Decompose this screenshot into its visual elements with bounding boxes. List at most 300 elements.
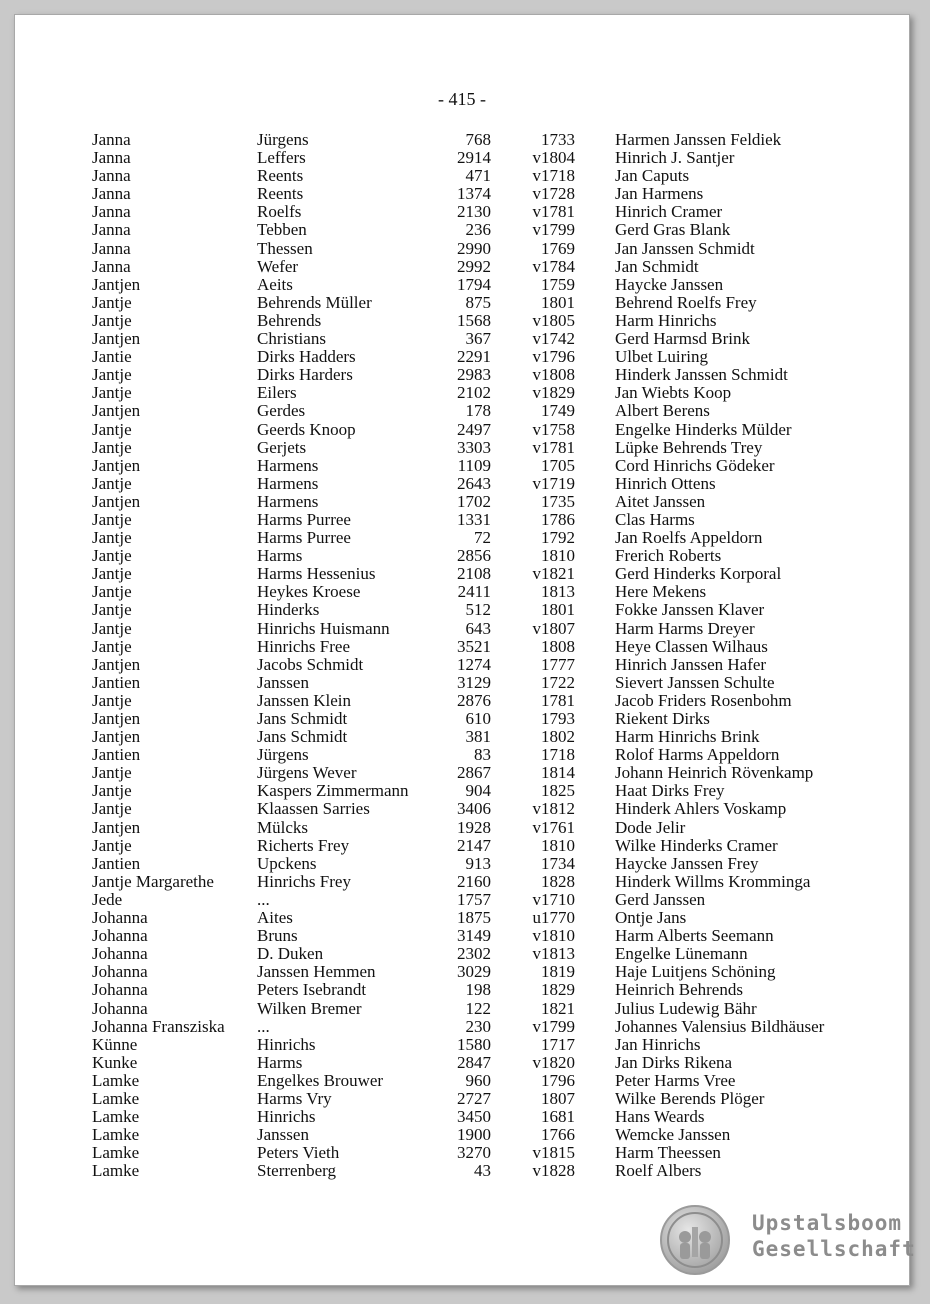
year: v1761 <box>532 817 575 837</box>
entry-number: 3450 <box>457 1107 491 1127</box>
table-row <box>15 330 909 348</box>
first-name: Jantien <box>92 745 141 765</box>
surname: Hinrichs Free <box>257 636 351 656</box>
entry-number: 610 <box>465 709 491 728</box>
first-name: Johanna <box>92 944 148 964</box>
entries-table <box>15 131 909 1180</box>
year: 1734 <box>541 853 575 873</box>
surname: Behrends Müller <box>257 292 372 312</box>
year: 1777 <box>541 654 575 674</box>
table-row <box>15 1036 909 1054</box>
year: v1758 <box>532 419 575 439</box>
surname: Mülcks <box>257 817 308 837</box>
first-name: Johanna <box>92 980 148 1000</box>
spouse-name: Harm Hinrichs <box>615 310 717 330</box>
table-row <box>15 312 909 330</box>
surname: Wefer <box>257 256 299 276</box>
spouse-name: Here Mekens <box>615 582 707 602</box>
surname: ... <box>257 889 270 909</box>
first-name: Jantje <box>92 636 132 656</box>
surname: Jans Schmidt <box>257 727 348 747</box>
seal-icon <box>660 1205 730 1275</box>
table-row <box>15 819 909 837</box>
year: v1804 <box>532 148 575 168</box>
year: v1828 <box>532 1161 575 1181</box>
first-name: Jede <box>92 889 123 909</box>
table-row <box>15 1000 909 1018</box>
year: 1828 <box>541 871 575 891</box>
first-name: Janna <box>92 166 131 186</box>
year: 1801 <box>541 600 575 620</box>
table-row <box>15 746 909 764</box>
entry-number: 1568 <box>457 310 491 330</box>
year: 1769 <box>541 238 575 258</box>
year: v1742 <box>532 329 575 349</box>
first-name: Jantjen <box>92 401 141 421</box>
surname: Thessen <box>257 238 313 258</box>
surname: Dirks Harders <box>257 365 353 385</box>
entry-number: 2411 <box>457 582 491 602</box>
entry-number: 1900 <box>457 1125 491 1145</box>
first-name: Jantje <box>92 799 132 819</box>
entry-number: 2867 <box>457 763 491 783</box>
first-name: Jantien <box>92 672 141 692</box>
spouse-name: Gerd Harmsd Brink <box>615 329 751 349</box>
entry-number: 2130 <box>457 202 491 222</box>
first-name: Jantjen <box>92 817 141 837</box>
year: 1796 <box>541 1070 575 1090</box>
surname: Jans Schmidt <box>257 709 348 728</box>
entry-number: 2302 <box>457 944 491 964</box>
year: v1799 <box>532 220 575 240</box>
first-name: Jantje <box>92 292 132 312</box>
entry-number: 2643 <box>457 473 491 493</box>
entry-number: 2914 <box>457 148 491 168</box>
spouse-name: Jan Roelfs Appeldorn <box>615 528 763 548</box>
spouse-name: Clas Harms <box>615 509 695 529</box>
surname: Jürgens <box>257 130 309 149</box>
entry-number: 83 <box>474 745 491 765</box>
spouse-name: Hinrich Janssen Hafer <box>615 654 767 674</box>
entry-number: 3129 <box>457 672 491 692</box>
entry-number: 2847 <box>457 1052 491 1072</box>
table-row <box>15 963 909 981</box>
table-row <box>15 855 909 873</box>
surname: Harms <box>257 1052 303 1072</box>
table-row <box>15 240 909 258</box>
surname: Roelfs <box>257 202 302 222</box>
first-name: Lamke <box>92 1143 140 1163</box>
page-number: - 415 - <box>438 89 486 109</box>
entry-number: 2992 <box>457 256 491 276</box>
table-row <box>15 764 909 782</box>
surname: Jacobs Schmidt <box>257 654 364 674</box>
entry-number: 1374 <box>457 184 491 204</box>
surname: Harms Purree <box>257 509 351 529</box>
table-row <box>15 1018 909 1036</box>
entry-number: 2856 <box>457 546 491 566</box>
table-row <box>15 1162 909 1180</box>
year: v1805 <box>532 310 575 330</box>
entry-number: 381 <box>465 727 491 747</box>
table-row <box>15 1072 909 1090</box>
table-row <box>15 1144 909 1162</box>
year: v1719 <box>532 473 575 493</box>
table-row <box>15 873 909 891</box>
first-name: Johanna Fransziska <box>92 1016 225 1036</box>
first-name: Janna <box>92 220 131 240</box>
table-row <box>15 348 909 366</box>
year: u1770 <box>532 908 575 928</box>
year: 1807 <box>541 1088 575 1108</box>
entry-number: 2291 <box>457 347 491 367</box>
year: v1810 <box>532 926 575 946</box>
entry-number: 2727 <box>457 1088 491 1108</box>
entry-number: 2102 <box>457 383 491 403</box>
year: v1796 <box>532 347 575 367</box>
entry-number: 960 <box>465 1070 491 1090</box>
surname: Janssen Hemmen <box>257 962 376 982</box>
table-row <box>15 276 909 294</box>
document-page <box>14 14 916 1286</box>
year: 1722 <box>541 672 575 692</box>
spouse-name: Roelf Albers <box>615 1161 702 1181</box>
year: v1710 <box>532 889 575 909</box>
table-row <box>15 185 909 203</box>
surname: D. Duken <box>257 944 324 964</box>
table-row <box>15 493 909 511</box>
spouse-name: Haat Dirks Frey <box>615 781 725 801</box>
year: v1781 <box>532 202 575 222</box>
table-row <box>15 692 909 710</box>
surname: Sterrenberg <box>257 1161 336 1181</box>
table-row <box>15 1054 909 1072</box>
table-row <box>15 1090 909 1108</box>
first-name: Lamke <box>92 1070 140 1090</box>
year: v1799 <box>532 1016 575 1036</box>
first-name: Jantie <box>92 347 132 367</box>
first-name: Jantje <box>92 437 132 457</box>
year: 1802 <box>541 727 575 747</box>
surname: Peters Vieth <box>257 1143 340 1163</box>
spouse-name: Jan Wiebts Koop <box>615 383 732 403</box>
entry-number: 2983 <box>457 365 491 385</box>
surname: Behrends <box>257 310 322 330</box>
entry-number: 512 <box>465 600 491 620</box>
entry-number: 2160 <box>457 871 491 891</box>
first-name: Jantjen <box>92 709 141 728</box>
first-name: Jantje <box>92 582 132 602</box>
table-row <box>15 565 909 583</box>
spouse-name: Hinderk Willms Kromminga <box>615 871 811 891</box>
table-row <box>15 583 909 601</box>
table-row <box>15 909 909 927</box>
surname: Klaassen Sarries <box>257 799 370 819</box>
first-name: Lamke <box>92 1125 140 1145</box>
entry-number: 1757 <box>457 889 491 909</box>
entry-number: 913 <box>465 853 491 873</box>
year: 1821 <box>541 998 575 1018</box>
entry-number: 3521 <box>457 636 491 656</box>
spouse-name: Wilke Hinderks Cramer <box>615 835 778 855</box>
logo-text-line2: Gesellschaft <box>752 1237 916 1261</box>
spouse-name: Behrend Roelfs Frey <box>615 292 757 312</box>
entry-number: 367 <box>465 329 491 349</box>
first-name: Jantjen <box>92 329 141 349</box>
entry-number: 2497 <box>457 419 491 439</box>
spouse-name: Riekent Dirks <box>615 709 710 728</box>
spouse-name: Dode Jelir <box>615 817 686 837</box>
table-row <box>15 457 909 475</box>
surname: Bruns <box>257 926 298 946</box>
first-name: Jantjen <box>92 491 141 511</box>
surname: Dirks Hadders <box>257 347 356 367</box>
table-row <box>15 656 909 674</box>
entry-number: 1109 <box>457 455 491 475</box>
table-row <box>15 945 909 963</box>
table-row <box>15 674 909 692</box>
table-row <box>15 421 909 439</box>
table-row <box>15 402 909 420</box>
year: v1807 <box>532 618 575 638</box>
year: v1812 <box>532 799 575 819</box>
first-name: Lamke <box>92 1107 140 1127</box>
first-name: Jantje <box>92 383 132 403</box>
first-name: Janna <box>92 130 131 149</box>
entry-number: 230 <box>465 1016 491 1036</box>
surname: Christians <box>257 329 326 349</box>
surname: Peters Isebrandt <box>257 980 367 1000</box>
spouse-name: Heye Classen Wilhaus <box>615 636 768 656</box>
spouse-name: Johannes Valensius Bildhäuser <box>615 1016 825 1036</box>
year: v1718 <box>532 166 575 186</box>
first-name: Jantje <box>92 781 132 801</box>
entry-number: 1875 <box>457 908 491 928</box>
year: 1759 <box>541 274 575 294</box>
entry-number: 471 <box>465 166 491 186</box>
entry-number: 2108 <box>457 564 491 584</box>
surname: Upckens <box>257 853 317 873</box>
surname: Janssen <box>257 672 309 692</box>
year: 1819 <box>541 962 575 982</box>
entry-number: 643 <box>465 618 491 638</box>
entry-number: 768 <box>465 130 491 149</box>
first-name: Jantje <box>92 509 132 529</box>
first-name: Johanna <box>92 962 148 982</box>
year: 1801 <box>541 292 575 312</box>
year: 1781 <box>541 690 575 710</box>
spouse-name: Jan Schmidt <box>615 256 699 276</box>
entry-number: 3303 <box>457 437 491 457</box>
table-row <box>15 221 909 239</box>
entry-number: 1331 <box>457 509 491 529</box>
year: 1749 <box>541 401 575 421</box>
surname: Jürgens Wever <box>257 763 357 783</box>
year: 1792 <box>541 528 575 548</box>
first-name: Jantje <box>92 618 132 638</box>
first-name: Jantje <box>92 365 132 385</box>
surname: Harms Hessenius <box>257 564 376 584</box>
spouse-name: Harmen Janssen Feldiek <box>615 130 782 149</box>
first-name: Künne <box>92 1034 138 1054</box>
spouse-name: Ontje Jans <box>615 908 687 928</box>
spouse-name: Julius Ludewig Bähr <box>615 998 757 1018</box>
entry-number: 3406 <box>457 799 491 819</box>
spouse-name: Jan Dirks Rikena <box>615 1052 733 1072</box>
table-row <box>15 800 909 818</box>
table-row <box>15 837 909 855</box>
spouse-name: Jan Hinrichs <box>615 1034 701 1054</box>
surname: Harms Vry <box>257 1088 332 1108</box>
entry-number: 178 <box>465 401 491 421</box>
surname: Richerts Frey <box>257 835 350 855</box>
surname: Geerds Knoop <box>257 419 356 439</box>
first-name: Johanna <box>92 998 148 1018</box>
year: 1810 <box>541 835 575 855</box>
spouse-name: Aitet Janssen <box>615 491 706 511</box>
spouse-name: Hinrich Ottens <box>615 473 716 493</box>
entry-number: 1702 <box>457 491 491 511</box>
table-row <box>15 710 909 728</box>
spouse-name: Engelke Hinderks Mülder <box>615 419 792 439</box>
surname: Harmens <box>257 473 319 493</box>
year: 1733 <box>541 130 575 149</box>
year: v1813 <box>532 944 575 964</box>
surname: Engelkes Brouwer <box>257 1070 384 1090</box>
year: v1829 <box>532 383 575 403</box>
surname: Hinrichs <box>257 1107 316 1127</box>
year: 1735 <box>541 491 575 511</box>
spouse-name: Hinrich Cramer <box>615 202 723 222</box>
first-name: Janna <box>92 202 131 222</box>
spouse-name: Jacob Friders Rosenbohm <box>615 690 792 710</box>
surname: Janssen Klein <box>257 690 351 710</box>
surname: Leffers <box>257 148 306 168</box>
surname: Janssen <box>257 1125 309 1145</box>
year: v1808 <box>532 365 575 385</box>
first-name: Jantien <box>92 853 141 873</box>
first-name: Jantje <box>92 419 132 439</box>
first-name: Johanna <box>92 926 148 946</box>
year: 1813 <box>541 582 575 602</box>
first-name: Jantjen <box>92 654 141 674</box>
table-row <box>15 638 909 656</box>
logo-text-line1: Upstalsboom <box>752 1211 903 1235</box>
table-row <box>15 475 909 493</box>
spouse-name: Jan Harmens <box>615 184 704 204</box>
year: 1717 <box>541 1034 575 1054</box>
spouse-name: Ulbet Luiring <box>615 347 709 367</box>
spouse-name: Harm Harms Dreyer <box>615 618 755 638</box>
spouse-name: Cord Hinrichs Gödeker <box>615 455 775 475</box>
first-name: Jantjen <box>92 727 141 747</box>
first-name: Janna <box>92 238 131 258</box>
surname: Gerdes <box>257 401 306 421</box>
surname: Harmens <box>257 491 319 511</box>
entry-number: 236 <box>465 220 491 240</box>
spouse-name: Harm Theessen <box>615 1143 721 1163</box>
surname: Harms Purree <box>257 528 351 548</box>
table-row <box>15 1126 909 1144</box>
surname: Aites <box>257 908 293 928</box>
entry-number: 2147 <box>457 835 491 855</box>
spouse-name: Hinderk Ahlers Voskamp <box>615 799 787 819</box>
spouse-name: Albert Berens <box>615 401 710 421</box>
year: 1829 <box>541 980 575 1000</box>
first-name: Jantje <box>92 310 132 330</box>
spouse-name: Johann Heinrich Rövenkamp <box>615 763 814 783</box>
year: v1820 <box>532 1052 575 1072</box>
spouse-name: Hinrich J. Santjer <box>615 148 735 168</box>
first-name: Jantjen <box>92 455 141 475</box>
entry-number: 2876 <box>457 690 491 710</box>
table-row <box>15 529 909 547</box>
year: v1781 <box>532 437 575 457</box>
table-row <box>15 131 909 149</box>
table-row <box>15 1108 909 1126</box>
table-row <box>15 258 909 276</box>
entry-number: 1274 <box>457 654 491 674</box>
year: 1718 <box>541 745 575 765</box>
year: 1766 <box>541 1125 575 1145</box>
year: 1810 <box>541 546 575 566</box>
surname: Jürgens <box>257 745 309 765</box>
spouse-name: Gerd Janssen <box>615 889 706 909</box>
surname: Harmens <box>257 455 319 475</box>
spouse-name: Engelke Lünemann <box>615 944 748 964</box>
year: 1681 <box>541 1107 575 1127</box>
first-name: Johanna <box>92 908 148 928</box>
surname: Hinrichs <box>257 1034 316 1054</box>
table-row <box>15 620 909 638</box>
surname: Reents <box>257 184 304 204</box>
surname: Wilken Bremer <box>257 998 362 1018</box>
first-name: Jantje <box>92 528 132 548</box>
surname: Aeits <box>257 274 293 294</box>
surname: Hinrichs Frey <box>257 871 351 891</box>
table-row <box>15 601 909 619</box>
table-row <box>15 927 909 945</box>
first-name: Kunke <box>92 1052 138 1072</box>
spouse-name: Harm Alberts Seemann <box>615 926 774 946</box>
spouse-name: Gerd Hinderks Korporal <box>615 564 782 584</box>
entry-number: 1928 <box>457 817 491 837</box>
spouse-name: Frerich Roberts <box>615 546 722 566</box>
first-name: Jantje <box>92 690 132 710</box>
spouse-name: Haje Luitjens Schöning <box>615 962 776 982</box>
entry-number: 43 <box>474 1161 491 1181</box>
surname: Hinderks <box>257 600 320 620</box>
year: 1825 <box>541 781 575 801</box>
entry-number: 3029 <box>457 962 491 982</box>
table-row <box>15 511 909 529</box>
table-row <box>15 294 909 312</box>
first-name: Jantje <box>92 546 132 566</box>
spouse-name: Peter Harms Vree <box>615 1070 736 1090</box>
entry-number: 3149 <box>457 926 491 946</box>
surname: Tebben <box>257 220 307 240</box>
spouse-name: Haycke Janssen <box>615 274 724 294</box>
entry-number: 198 <box>465 980 491 1000</box>
spouse-name: Lüpke Behrends Trey <box>615 437 763 457</box>
entry-number: 875 <box>465 292 491 312</box>
year: 1786 <box>541 509 575 529</box>
first-name: Jantje <box>92 564 132 584</box>
table-row <box>15 547 909 565</box>
year: v1821 <box>532 564 575 584</box>
spouse-name: Jan Caputs <box>615 166 690 186</box>
table-row <box>15 167 909 185</box>
